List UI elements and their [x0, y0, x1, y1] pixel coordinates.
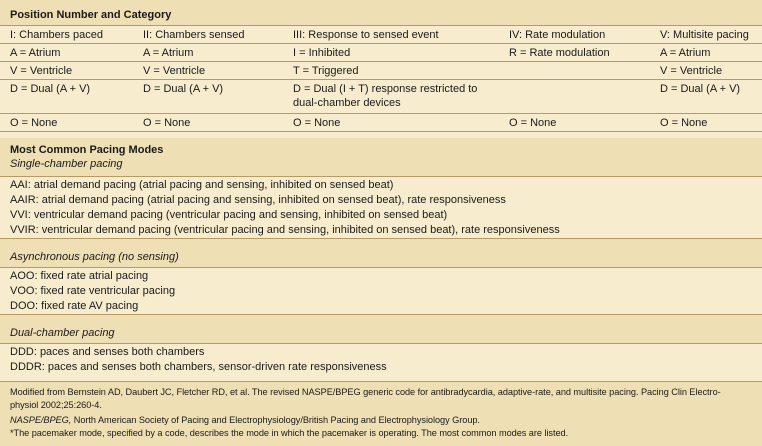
- list-item: AAI: atrial demand pacing (atrial pacing and sensing, inhibited on sensed beat): [10, 179, 394, 191]
- single-chamber-heading: Single-chamber pacing: [10, 158, 123, 170]
- table-cell: V = Ventricle: [10, 65, 73, 77]
- dual-heading: Dual-chamber pacing: [10, 327, 115, 339]
- table-cell: A = Atrium: [143, 47, 194, 59]
- table-cell: D = Dual (A + V): [143, 83, 224, 95]
- column-heading-2: II: Chambers sensed: [143, 29, 245, 41]
- list-item: DOO: fixed rate AV pacing: [10, 300, 139, 312]
- divider: [0, 343, 762, 344]
- table-cell: O = None: [143, 117, 191, 129]
- divider: [0, 113, 762, 114]
- table-title: Position Number and Category: [10, 9, 172, 21]
- list-item: AAIR: atrial demand pacing (atrial pacing and sensing, inhibited on sensed beat), rate responsiveness: [10, 194, 506, 206]
- divider: [0, 238, 762, 239]
- table-cell: O = None: [293, 117, 341, 129]
- table-cell: A = Atrium: [10, 47, 61, 59]
- list-item: VVI: ventricular demand pacing (ventricular pacing and sensing, inhibited on sensed beat): [10, 209, 448, 221]
- list-item: VVIR: ventricular demand pacing (ventricular pacing and sensing, inhibited on sensed beat), rate responsiveness: [10, 224, 560, 236]
- divider: [0, 176, 762, 177]
- divider: [0, 381, 762, 382]
- modes-title: Most Common Pacing Modes: [10, 144, 164, 156]
- abbreviation-definition: North American Society of Pacing and Electrophysiology/British Pacing and Electrophysiology Group.: [71, 415, 480, 425]
- table-cell: D = Dual (A + V): [10, 83, 91, 95]
- column-heading-3: III: Response to sensed event: [293, 29, 439, 41]
- source-citation: Modified from Bernstein AD, Daubert JC, Fletcher RD, et al. The revised NASPE/BPEG generic code for antibradycardia, adaptive-rate, and multisite pacing. Pacing Clin Electro-: [10, 387, 721, 397]
- divider: [0, 267, 762, 268]
- list-item: DDDR: paces and senses both chambers, sensor-driven rate responsiveness: [10, 361, 387, 373]
- divider: [0, 25, 762, 26]
- table-cell: I = Inhibited: [293, 47, 351, 59]
- source-citation-cont: physiol 2002;25:260-4.: [10, 400, 102, 410]
- table-cell: D = Dual (A + V): [660, 83, 741, 95]
- divider: [0, 79, 762, 80]
- table-cell: O = None: [10, 117, 58, 129]
- async-heading: Asynchronous pacing (no sensing): [10, 251, 179, 263]
- column-heading-5: V: Multisite pacing: [660, 29, 749, 41]
- table-cell: V = Ventricle: [143, 65, 206, 77]
- table-cell: A = Atrium: [660, 47, 711, 59]
- divider: [0, 131, 762, 132]
- table-cell: R = Rate modulation: [509, 47, 610, 59]
- table-cell: O = None: [660, 117, 708, 129]
- list-item: AOO: fixed rate atrial pacing: [10, 270, 149, 282]
- column-heading-4: IV: Rate modulation: [509, 29, 606, 41]
- table-cell: D = Dual (I + T) response restricted to dual-chamber devices: [293, 83, 478, 109]
- table-cell: V = Ventricle: [660, 65, 723, 77]
- abbreviation-note: [10, 414, 480, 426]
- divider: [0, 43, 762, 44]
- table-cell: O = None: [509, 117, 557, 129]
- list-item: VOO: fixed rate ventricular pacing: [10, 285, 176, 297]
- list-item: DDD: paces and senses both chambers: [10, 346, 205, 358]
- mode-footnote: *The pacemaker mode, specified by a code, describes the mode in which the pacemaker is operating. The most common modes are listed.: [10, 428, 569, 438]
- abbreviation-term: NASPE/BPEG,: [10, 415, 72, 425]
- divider: [0, 61, 762, 62]
- divider: [0, 314, 762, 315]
- table-cell: T = Triggered: [293, 65, 359, 77]
- column-heading-1: I: Chambers paced: [10, 29, 103, 41]
